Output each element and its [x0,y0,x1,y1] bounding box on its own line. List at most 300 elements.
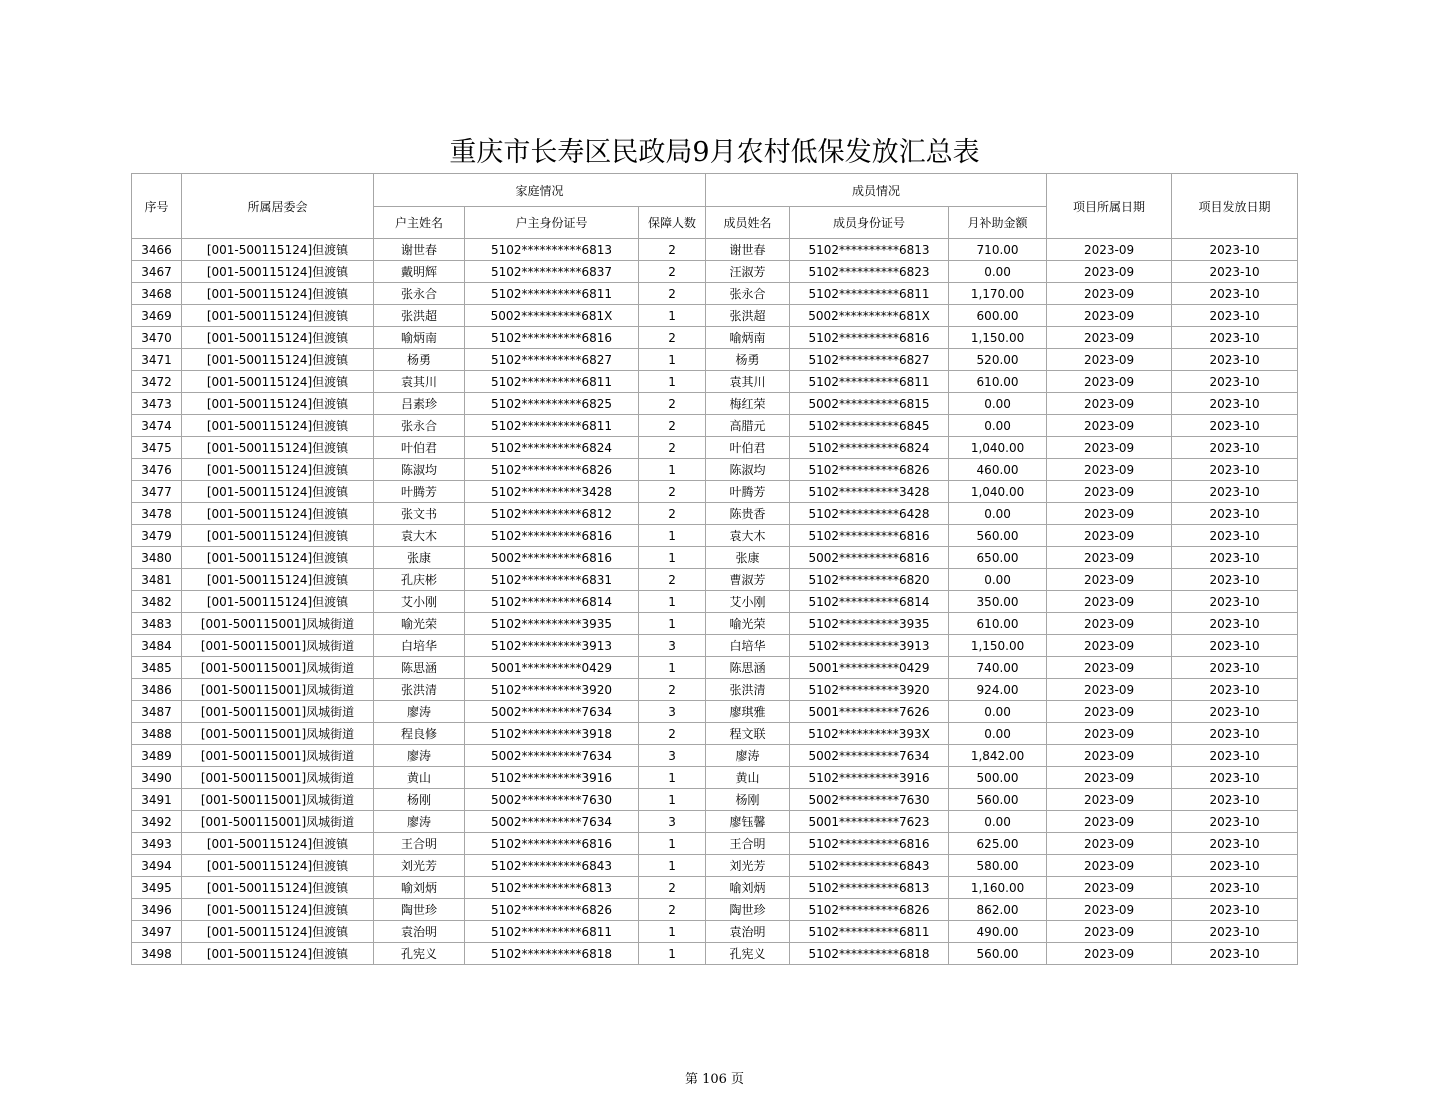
cell-member-id: 5002**********6815 [790,393,949,415]
cell-member-id: 5102**********6813 [790,239,949,261]
cell-seq: 3471 [132,349,182,371]
cell-member-name: 陈淑均 [706,459,790,481]
cell-head-id: 5102**********6811 [465,921,639,943]
cell-seq: 3478 [132,503,182,525]
cell-head-id: 5102**********6812 [465,503,639,525]
cell-head-id: 5102**********3935 [465,613,639,635]
cell-head-name: 叶伯君 [374,437,465,459]
cell-member-name: 曹淑芳 [706,569,790,591]
cell-member-id: 5102**********393X [790,723,949,745]
cell-committee: [001-500115124]但渡镇 [182,877,374,899]
table-row [132,569,1298,591]
cell-seq: 3466 [132,239,182,261]
cell-monthly-amount: 610.00 [949,613,1047,635]
cell-committee: [001-500115001]凤城街道 [182,789,374,811]
cell-issue-date: 2023-10 [1172,459,1298,481]
cell-issue-date: 2023-10 [1172,745,1298,767]
cell-project-date: 2023-09 [1047,239,1172,261]
table-row [132,283,1298,305]
cell-monthly-amount: 0.00 [949,701,1047,723]
table-row [132,767,1298,789]
cell-head-name: 张康 [374,547,465,569]
cell-head-name: 喻刘炳 [374,877,465,899]
cell-member-name: 喻炳南 [706,327,790,349]
cell-monthly-amount: 610.00 [949,371,1047,393]
cell-issue-date: 2023-10 [1172,547,1298,569]
cell-member-id: 5002**********7634 [790,745,949,767]
cell-seq: 3490 [132,767,182,789]
cell-project-date: 2023-09 [1047,613,1172,635]
cell-head-name: 王合明 [374,833,465,855]
cell-issue-date: 2023-10 [1172,877,1298,899]
cell-member-name: 杨勇 [706,349,790,371]
cell-monthly-amount: 520.00 [949,349,1047,371]
cell-seq: 3484 [132,635,182,657]
cell-covered: 2 [639,723,706,745]
cell-head-name: 张永合 [374,283,465,305]
cell-monthly-amount: 625.00 [949,833,1047,855]
cell-monthly-amount: 560.00 [949,943,1047,965]
cell-member-name: 张洪超 [706,305,790,327]
cell-project-date: 2023-09 [1047,921,1172,943]
cell-committee: [001-500115124]但渡镇 [182,899,374,921]
table-row [132,305,1298,327]
cell-monthly-amount: 710.00 [949,239,1047,261]
cell-committee: [001-500115124]但渡镇 [182,327,374,349]
cell-member-id: 5102**********6820 [790,569,949,591]
cell-head-id: 5002**********7634 [465,811,639,833]
cell-head-id: 5002**********7634 [465,701,639,723]
cell-covered: 1 [639,657,706,679]
cell-member-name: 汪淑芳 [706,261,790,283]
cell-head-id: 5002**********6816 [465,547,639,569]
cell-monthly-amount: 1,842.00 [949,745,1047,767]
cell-covered: 2 [639,503,706,525]
cell-head-name: 袁大木 [374,525,465,547]
cell-member-name: 陈贵香 [706,503,790,525]
cell-monthly-amount: 350.00 [949,591,1047,613]
cell-member-name: 廖钰馨 [706,811,790,833]
cell-member-id: 5102**********6827 [790,349,949,371]
cell-monthly-amount: 1,040.00 [949,481,1047,503]
cell-head-name: 黄山 [374,767,465,789]
cell-committee: [001-500115124]但渡镇 [182,855,374,877]
header-project-date: 项目所属日期 [1047,174,1172,239]
cell-member-name: 高腊元 [706,415,790,437]
cell-head-id: 5102**********6816 [465,327,639,349]
cell-member-name: 梅红荣 [706,393,790,415]
header-head-id: 户主身份证号 [465,207,639,239]
table-row [132,591,1298,613]
cell-covered: 1 [639,459,706,481]
cell-issue-date: 2023-10 [1172,371,1298,393]
cell-head-name: 喻光荣 [374,613,465,635]
cell-head-id: 5102**********6824 [465,437,639,459]
cell-issue-date: 2023-10 [1172,855,1298,877]
cell-project-date: 2023-09 [1047,305,1172,327]
table-row [132,745,1298,767]
cell-monthly-amount: 460.00 [949,459,1047,481]
header-issue-date: 项目发放日期 [1172,174,1298,239]
cell-head-id: 5102**********6814 [465,591,639,613]
cell-committee: [001-500115124]但渡镇 [182,503,374,525]
cell-project-date: 2023-09 [1047,877,1172,899]
cell-issue-date: 2023-10 [1172,437,1298,459]
cell-issue-date: 2023-10 [1172,591,1298,613]
cell-seq: 3496 [132,899,182,921]
cell-project-date: 2023-09 [1047,393,1172,415]
cell-seq: 3475 [132,437,182,459]
cell-member-name: 叶腾芳 [706,481,790,503]
cell-committee: [001-500115001]凤城街道 [182,767,374,789]
cell-monthly-amount: 0.00 [949,261,1047,283]
cell-member-id: 5102**********6826 [790,459,949,481]
cell-head-name: 张文书 [374,503,465,525]
cell-covered: 2 [639,239,706,261]
cell-member-id: 5001**********0429 [790,657,949,679]
cell-committee: [001-500115001]凤城街道 [182,811,374,833]
table-row [132,723,1298,745]
cell-head-name: 廖涛 [374,811,465,833]
table-row [132,679,1298,701]
table-row [132,855,1298,877]
cell-member-id: 5102**********6823 [790,261,949,283]
cell-head-name: 袁治明 [374,921,465,943]
cell-project-date: 2023-09 [1047,679,1172,701]
cell-committee: [001-500115124]但渡镇 [182,437,374,459]
cell-seq: 3479 [132,525,182,547]
cell-covered: 2 [639,877,706,899]
cell-member-name: 孔宪义 [706,943,790,965]
cell-member-name: 袁治明 [706,921,790,943]
cell-project-date: 2023-09 [1047,635,1172,657]
cell-covered: 2 [639,437,706,459]
cell-covered: 2 [639,327,706,349]
cell-member-id: 5102**********6811 [790,921,949,943]
cell-issue-date: 2023-10 [1172,921,1298,943]
table-row [132,789,1298,811]
cell-member-id: 5102**********6816 [790,327,949,349]
cell-project-date: 2023-09 [1047,349,1172,371]
cell-member-id: 5102**********6816 [790,833,949,855]
cell-seq: 3470 [132,327,182,349]
cell-head-name: 廖涛 [374,745,465,767]
cell-project-date: 2023-09 [1047,547,1172,569]
cell-covered: 2 [639,481,706,503]
table-row [132,899,1298,921]
header-member-id: 成员身份证号 [790,207,949,239]
cell-member-name: 张康 [706,547,790,569]
cell-project-date: 2023-09 [1047,569,1172,591]
cell-issue-date: 2023-10 [1172,283,1298,305]
cell-seq: 3493 [132,833,182,855]
cell-covered: 1 [639,305,706,327]
cell-monthly-amount: 490.00 [949,921,1047,943]
cell-member-id: 5102**********6818 [790,943,949,965]
cell-member-name: 袁大木 [706,525,790,547]
cell-member-id: 5102**********6824 [790,437,949,459]
cell-seq: 3473 [132,393,182,415]
cell-member-name: 喻刘炳 [706,877,790,899]
cell-head-id: 5102**********3913 [465,635,639,657]
cell-committee: [001-500115124]但渡镇 [182,525,374,547]
cell-member-id: 5102**********6826 [790,899,949,921]
table-row [132,459,1298,481]
cell-committee: [001-500115001]凤城街道 [182,745,374,767]
cell-seq: 3474 [132,415,182,437]
cell-member-name: 杨刚 [706,789,790,811]
cell-member-name: 廖涛 [706,745,790,767]
page-title: 重庆市长寿区民政局9月农村低保发放汇总表 [449,137,980,168]
cell-head-id: 5102**********6837 [465,261,639,283]
cell-seq: 3482 [132,591,182,613]
cell-project-date: 2023-09 [1047,855,1172,877]
table-row [132,701,1298,723]
cell-project-date: 2023-09 [1047,503,1172,525]
cell-covered: 1 [639,371,706,393]
relief-summary-table [131,173,1298,965]
cell-project-date: 2023-09 [1047,899,1172,921]
cell-member-id: 5001**********7626 [790,701,949,723]
cell-committee: [001-500115001]凤城街道 [182,723,374,745]
cell-seq: 3487 [132,701,182,723]
cell-seq: 3468 [132,283,182,305]
cell-covered: 2 [639,899,706,921]
cell-head-id: 5002**********7634 [465,745,639,767]
cell-covered: 1 [639,767,706,789]
cell-member-id: 5102**********6816 [790,525,949,547]
cell-covered: 1 [639,943,706,965]
cell-committee: [001-500115124]但渡镇 [182,833,374,855]
cell-monthly-amount: 580.00 [949,855,1047,877]
cell-member-id: 5001**********7623 [790,811,949,833]
cell-member-id: 5102**********6845 [790,415,949,437]
cell-monthly-amount: 0.00 [949,569,1047,591]
table-row [132,393,1298,415]
cell-covered: 3 [639,635,706,657]
cell-head-id: 5102**********6831 [465,569,639,591]
cell-issue-date: 2023-10 [1172,723,1298,745]
cell-project-date: 2023-09 [1047,459,1172,481]
cell-seq: 3498 [132,943,182,965]
cell-monthly-amount: 500.00 [949,767,1047,789]
cell-seq: 3497 [132,921,182,943]
cell-issue-date: 2023-10 [1172,569,1298,591]
cell-head-id: 5102**********3428 [465,481,639,503]
cell-seq: 3480 [132,547,182,569]
header-member-name: 成员姓名 [706,207,790,239]
cell-head-name: 刘光芳 [374,855,465,877]
table-row [132,613,1298,635]
cell-issue-date: 2023-10 [1172,525,1298,547]
table-row [132,415,1298,437]
cell-issue-date: 2023-10 [1172,415,1298,437]
cell-project-date: 2023-09 [1047,415,1172,437]
cell-head-name: 喻炳南 [374,327,465,349]
cell-covered: 3 [639,811,706,833]
cell-covered: 1 [639,349,706,371]
cell-issue-date: 2023-10 [1172,327,1298,349]
table-row [132,943,1298,965]
cell-seq: 3472 [132,371,182,393]
cell-head-name: 谢世春 [374,239,465,261]
cell-member-id: 5002**********6816 [790,547,949,569]
cell-member-id: 5102**********6843 [790,855,949,877]
cell-covered: 1 [639,789,706,811]
table-row [132,503,1298,525]
cell-head-id: 5102**********6811 [465,415,639,437]
cell-committee: [001-500115124]但渡镇 [182,239,374,261]
cell-head-name: 袁其川 [374,371,465,393]
header-head-name: 户主姓名 [374,207,465,239]
cell-committee: [001-500115001]凤城街道 [182,701,374,723]
table-row [132,371,1298,393]
cell-committee: [001-500115124]但渡镇 [182,481,374,503]
cell-project-date: 2023-09 [1047,811,1172,833]
header-covered: 保障人数 [639,207,706,239]
cell-issue-date: 2023-10 [1172,481,1298,503]
cell-monthly-amount: 0.00 [949,503,1047,525]
cell-seq: 3483 [132,613,182,635]
table-row [132,261,1298,283]
cell-member-name: 白培华 [706,635,790,657]
cell-member-id: 5102**********3920 [790,679,949,701]
cell-monthly-amount: 1,160.00 [949,877,1047,899]
cell-committee: [001-500115124]但渡镇 [182,349,374,371]
cell-issue-date: 2023-10 [1172,899,1298,921]
cell-member-id: 5102**********3913 [790,635,949,657]
cell-monthly-amount: 0.00 [949,415,1047,437]
cell-seq: 3492 [132,811,182,833]
cell-committee: [001-500115124]但渡镇 [182,371,374,393]
cell-head-name: 陶世珍 [374,899,465,921]
cell-issue-date: 2023-10 [1172,393,1298,415]
cell-member-id: 5102**********6811 [790,371,949,393]
cell-head-id: 5102**********3918 [465,723,639,745]
cell-committee: [001-500115124]但渡镇 [182,261,374,283]
cell-head-id: 5102**********6811 [465,283,639,305]
table-row [132,481,1298,503]
cell-covered: 1 [639,525,706,547]
cell-member-id: 5102**********6814 [790,591,949,613]
cell-committee: [001-500115124]但渡镇 [182,921,374,943]
cell-project-date: 2023-09 [1047,745,1172,767]
cell-head-name: 孔宪义 [374,943,465,965]
table-row [132,833,1298,855]
table-row [132,327,1298,349]
cell-member-id: 5102**********3428 [790,481,949,503]
cell-issue-date: 2023-10 [1172,789,1298,811]
cell-head-name: 杨刚 [374,789,465,811]
cell-member-name: 张永合 [706,283,790,305]
cell-covered: 1 [639,855,706,877]
cell-seq: 3495 [132,877,182,899]
cell-project-date: 2023-09 [1047,481,1172,503]
cell-monthly-amount: 600.00 [949,305,1047,327]
cell-committee: [001-500115124]但渡镇 [182,305,374,327]
cell-member-name: 王合明 [706,833,790,855]
cell-committee: [001-500115124]但渡镇 [182,283,374,305]
cell-head-name: 艾小刚 [374,591,465,613]
cell-seq: 3488 [132,723,182,745]
cell-seq: 3489 [132,745,182,767]
cell-head-name: 张洪清 [374,679,465,701]
cell-issue-date: 2023-10 [1172,305,1298,327]
table-row [132,239,1298,261]
page-number: 第 106 页 [684,1072,745,1087]
cell-issue-date: 2023-10 [1172,613,1298,635]
table-row [132,349,1298,371]
table-row [132,437,1298,459]
cell-head-id: 5102**********6826 [465,899,639,921]
cell-member-name: 张洪清 [706,679,790,701]
cell-issue-date: 2023-10 [1172,635,1298,657]
cell-seq: 3481 [132,569,182,591]
cell-head-id: 5102**********6813 [465,877,639,899]
cell-member-name: 叶伯君 [706,437,790,459]
cell-seq: 3477 [132,481,182,503]
cell-committee: [001-500115001]凤城街道 [182,613,374,635]
table-row [132,877,1298,899]
cell-head-id: 5102**********6843 [465,855,639,877]
table-row [132,547,1298,569]
cell-project-date: 2023-09 [1047,283,1172,305]
cell-committee: [001-500115124]但渡镇 [182,547,374,569]
cell-committee: [001-500115124]但渡镇 [182,943,374,965]
cell-head-name: 白培华 [374,635,465,657]
cell-committee: [001-500115001]凤城街道 [182,679,374,701]
table-row [132,921,1298,943]
cell-issue-date: 2023-10 [1172,261,1298,283]
cell-seq: 3467 [132,261,182,283]
cell-monthly-amount: 1,040.00 [949,437,1047,459]
cell-monthly-amount: 862.00 [949,899,1047,921]
cell-committee: [001-500115001]凤城街道 [182,635,374,657]
cell-covered: 1 [639,613,706,635]
cell-covered: 1 [639,591,706,613]
cell-monthly-amount: 650.00 [949,547,1047,569]
cell-project-date: 2023-09 [1047,591,1172,613]
cell-head-name: 叶腾芳 [374,481,465,503]
cell-issue-date: 2023-10 [1172,349,1298,371]
cell-head-name: 杨勇 [374,349,465,371]
cell-project-date: 2023-09 [1047,701,1172,723]
cell-member-id: 5102**********6813 [790,877,949,899]
cell-covered: 1 [639,547,706,569]
cell-head-id: 5002**********681X [465,305,639,327]
cell-covered: 2 [639,415,706,437]
cell-covered: 3 [639,701,706,723]
cell-head-name: 廖涛 [374,701,465,723]
cell-monthly-amount: 1,150.00 [949,327,1047,349]
cell-head-id: 5102**********6813 [465,239,639,261]
cell-monthly-amount: 560.00 [949,525,1047,547]
table-row [132,635,1298,657]
cell-member-name: 陶世珍 [706,899,790,921]
cell-monthly-amount: 740.00 [949,657,1047,679]
cell-issue-date: 2023-10 [1172,503,1298,525]
table-row [132,525,1298,547]
cell-monthly-amount: 0.00 [949,393,1047,415]
cell-member-name: 廖琪雅 [706,701,790,723]
cell-seq: 3485 [132,657,182,679]
cell-member-id: 5102**********6811 [790,283,949,305]
cell-committee: [001-500115001]凤城街道 [182,657,374,679]
header-family-group: 家庭情况 [374,174,706,207]
cell-head-id: 5102**********6816 [465,833,639,855]
cell-covered: 2 [639,261,706,283]
table-row [132,811,1298,833]
